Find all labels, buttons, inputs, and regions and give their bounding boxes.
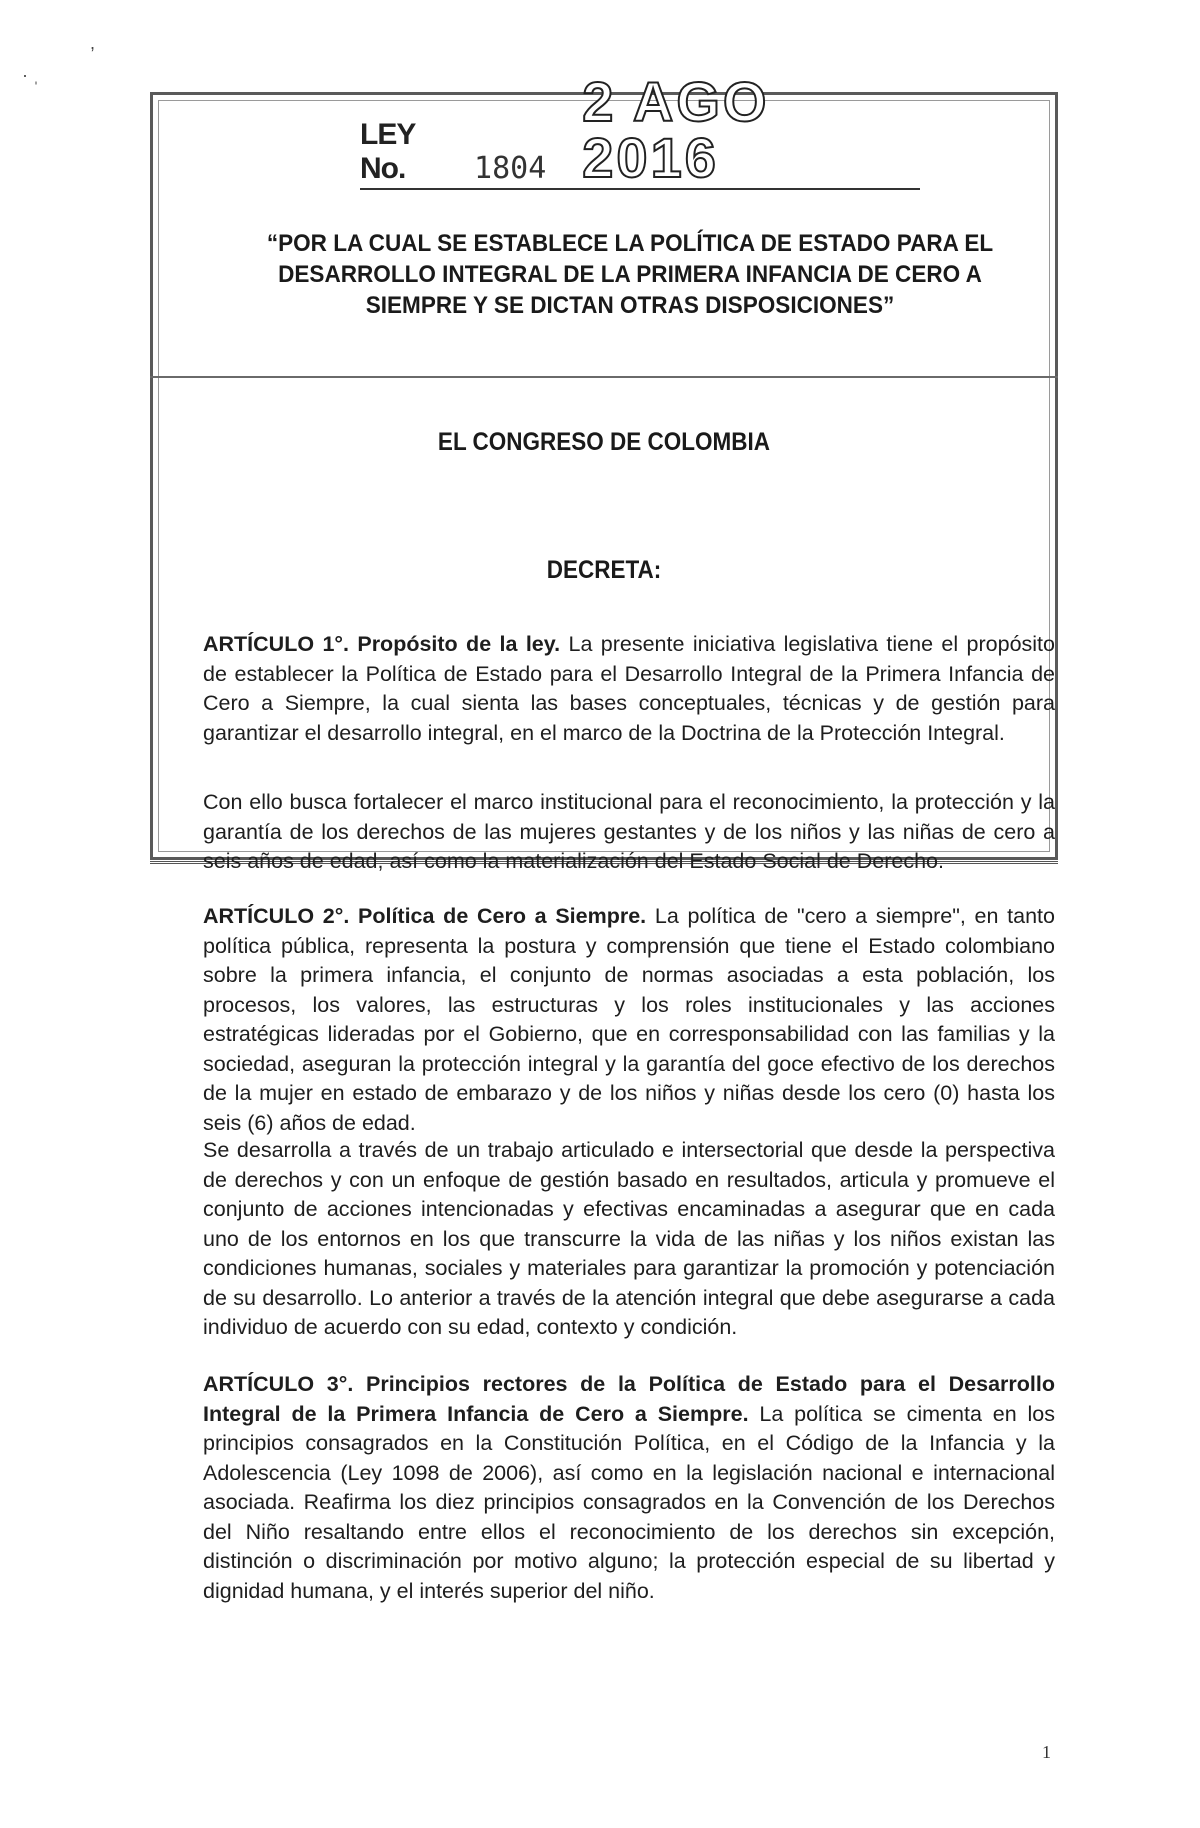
article-1-paragraph <box>203 630 1055 748</box>
article-1-text-2: Con ello busca fortalecer el marco institucional para el reconocimiento, la protección y la garantía de los derechos de las mujeres gestantes y de los niños y las niñas de cero a seis años de edad, así como la materialización del Estado Social de Derecho. <box>203 790 1055 873</box>
article-1-heading: ARTÍCULO 1°. Propósito de la ley. <box>203 632 561 656</box>
page-number: 1 <box>1042 1742 1051 1762</box>
article-1-paragraph-2 <box>203 788 1055 877</box>
law-number-line <box>360 70 920 190</box>
decree-heading: DECRETA: <box>546 556 662 584</box>
law-title: “POR LA CUAL SE ESTABLECE LA POLÍTICA DE ESTADO PARA EL DESARROLLO INTEGRAL DE LA PRIMERA INFANCIA DE CERO A SIEMPRE Y SE DICTAN OTRAS DISPOSICIONES” <box>266 230 994 319</box>
article-2-heading: ARTÍCULO 2°. Política de Cero a Siempre. <box>203 904 647 928</box>
article-3-heading: ARTÍCULO 3°. Principios rectores de la Política de Estado para el Desarrollo Integral de la Primera Infancia de Cero a Siempre. <box>203 1372 1055 1426</box>
article-2-text-2: Se desarrolla a través de un trabajo articulado e intersectorial que desde la perspectiva de derechos y con un enfoque de gestión basado en resultados, articula y promueve el conjunto de acciones intencionadas y efectivas encaminadas a asegurar que en cada uno de los entornos en los que transcurre la vida de las niñas y los niños existan las condiciones humanas, sociales y materiales para garantizar la promoción y potenciación de su desarrollo. Lo anterior a través de la atención integral que debe asegurarse a cada individuo de acuerdo con su edad, contexto y condición. <box>203 1138 1055 1339</box>
law-label: LEY No. <box>360 118 415 185</box>
law-number: 1804 <box>474 151 547 186</box>
scan-speck: · ˌ <box>22 65 39 85</box>
article-3-text: La política se cimenta en los principios consagrados en la Constitución Política, en el Código de la Infancia y la Adolescencia (Ley 1098 de 2006), así como en la legislación nacional e internacional asociada. Reafirma los diez principios consagrados en la Convención de los Derechos del Niño resaltando entre ellos el reconocimiento de los derechos sin excepción, distinción o discriminación por motivo alguno; la protección especial de su libertad y dignidad humana, y el interés superior del niño. <box>203 1401 1055 1603</box>
scan-speck: , <box>90 33 96 53</box>
article-3-paragraph <box>203 1370 1055 1606</box>
date-stamp: 2 AGO 2016 <box>582 70 770 189</box>
article-2-paragraph <box>203 902 1055 1138</box>
issuer-heading: EL CONGRESO DE COLOMBIA <box>437 428 771 456</box>
article-2-text: La política de "cero a siempre", en tanto política pública, representa la postura y comprensión que tiene el Estado colombiano sobre la primera infancia, el conjunto de normas asociadas a esta población, los procesos, los valores, las estructuras y los roles institucionales y las acciones estratégicas lideradas por el Gobierno, que en corresponsabilidad con las familias y la sociedad, aseguran la protección integral y la garantía del goce efectivo de los derechos de la mujer en estado de embarazo y de los niños y niñas desde los cero (0) hasta los seis (6) años de edad. <box>203 904 1055 1135</box>
article-2-paragraph-2 <box>203 1136 1055 1343</box>
article-1-text: La presente iniciativa legislativa tiene el propósito de establecer la Política de Estado para el Desarrollo Integral de la Primera Infancia de Cero a Siempre, la cual sienta las bases conceptuales, técnicas y de gestión para garantizar el desarrollo integral, en el marco de la Doctrina de la Protección Integral. <box>203 632 1055 745</box>
title-divider <box>150 376 1058 378</box>
